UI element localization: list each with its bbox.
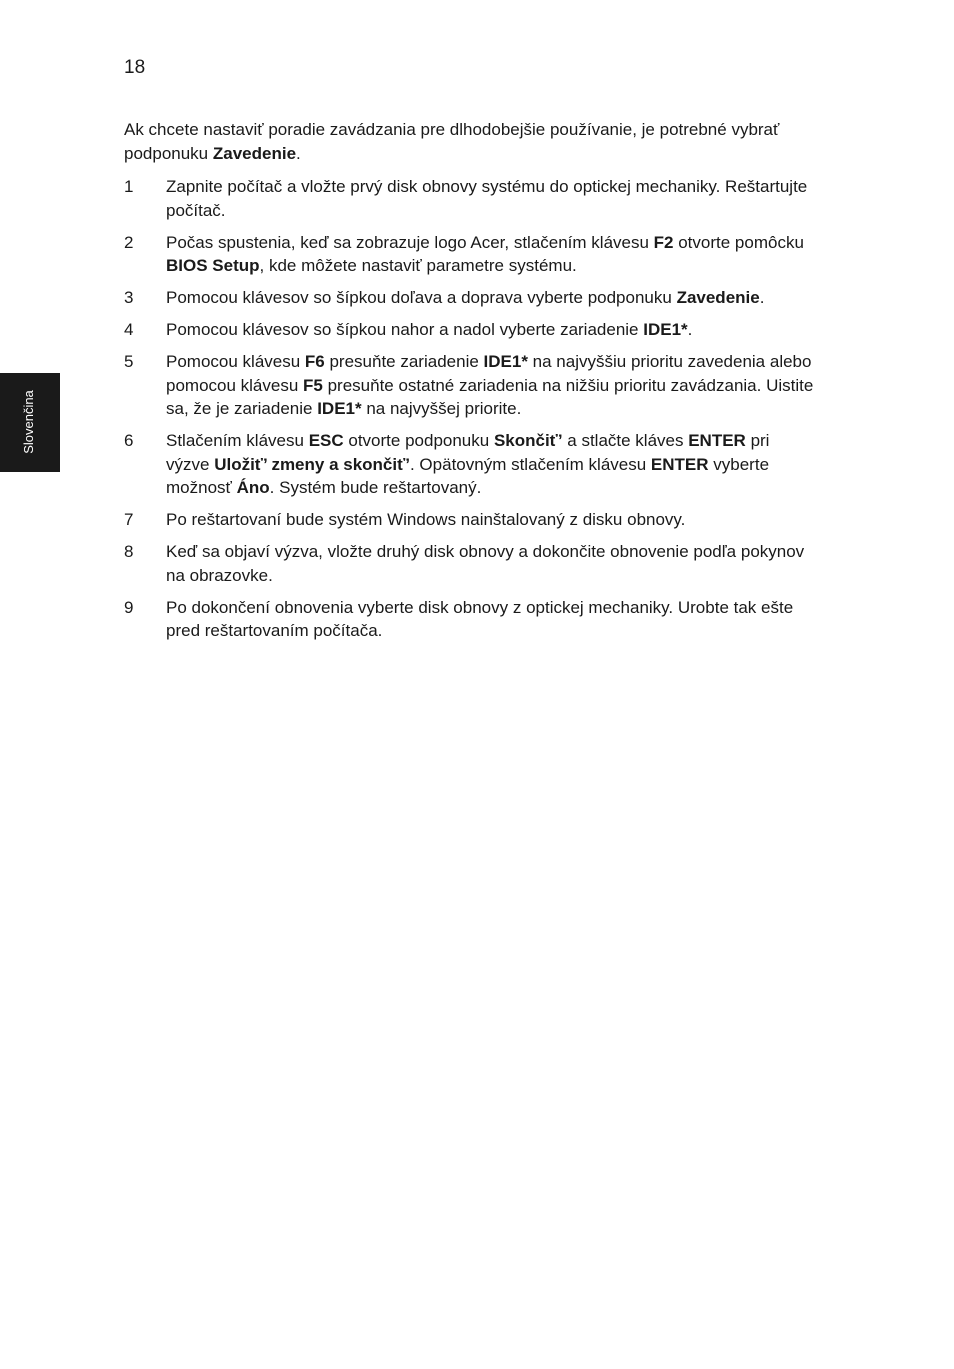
intro-text: Ak chcete nastaviť poradie zavádzania pre dlhodobejšie používanie, je potrebné vybrať podponuku [124,120,780,163]
step-1 [124,175,814,222]
step-4 [124,318,814,342]
step-text-part: a stlačte kláves [562,431,689,450]
key-name: ENTER [650,454,709,474]
step-number: 2 [124,232,134,252]
step-text-part: . [687,320,693,339]
step-text-part: otvorte podponuku [343,431,494,450]
step-text-part: na najvyššiu prioritu zavedenia alebo pomocou klávesu [166,352,812,395]
step-text-part: pri výzve [166,431,770,474]
key-name: ENTER [688,431,746,450]
step-text [166,350,814,421]
step-3 [124,286,814,310]
step-number: 4 [124,320,134,339]
step-text-part: Stlačením klávesu [166,431,309,450]
step-text-part: Keď sa objaví výzva, vložte druhý disk obnovy a dokončite obnovenie podľa pokynov na obrazovke. [166,542,805,585]
step-text-part: Po dokončení obnovenia vyberte disk obnovy z optickej mechaniky. Urobte tak ešte pred reštartovaním počítača. [166,597,794,640]
key-name: F6 [304,352,325,371]
step-number: 1 [124,177,134,196]
step-text-part: Pomocou klávesov so šípkou nahor a nadol vyberte zariadenie [166,320,644,339]
step-number: 9 [124,597,134,617]
menu-name: Skončiť’ [493,431,563,450]
device-name: IDE1* [317,399,362,418]
step-text-part: otvorte pomôcku [673,232,804,252]
step-text [166,540,814,587]
step-text [166,318,814,342]
step-text-part: presuňte ostatné zariadenia na nižšiu prioritu zavádzania. Uistite sa, že je zariadenie [166,375,814,418]
language-side-tab-label: Slovenčina [21,390,36,454]
step-text [166,231,814,278]
step-number: 8 [124,542,134,561]
step-text-part: . [759,288,765,307]
step-text [166,286,814,310]
step-text-part: Počas spustenia, keď sa zobrazuje logo Acer, stlačením klávesu [166,232,654,252]
step-text [166,596,814,643]
key-name: F5 [303,375,323,395]
step-text-part: na najvyššej priorite. [361,399,522,418]
step-text-part: presuňte zariadenie [324,352,484,371]
step-text-part: . Systém bude reštartovaný. [269,478,482,497]
step-text [166,175,814,222]
step-text-part: . Opätovným stlačením klávesu [409,454,651,474]
option-name: Áno [236,478,270,497]
intro-text-end: . [296,143,301,163]
step-text [166,429,814,500]
prompt-name: Uložiť’ zmeny a skončiť’ [214,454,410,474]
step-number: 6 [124,431,134,450]
device-name: IDE1* [483,352,528,371]
step-8 [124,540,814,587]
intro-bold-zavedenie: Zavedenie [212,143,297,163]
step-9 [124,596,814,643]
step-text-part: Pomocou klávesu [166,352,305,371]
key-name: F2 [653,232,674,252]
step-6 [124,429,814,500]
step-5 [124,350,814,421]
intro-paragraph [124,118,814,165]
page-number: 18 [124,57,146,78]
device-name: IDE1* [643,320,688,339]
step-text-part: , kde môžete nastaviť parametre systému. [259,256,577,275]
steps-list [124,175,814,651]
step-2 [124,231,814,278]
key-name: ESC [308,431,344,450]
step-7 [124,508,814,532]
step-text-part: Po reštartovaní bude systém Windows nainštalovaný z disku obnovy. [166,510,686,529]
menu-name: Zavedenie [676,288,760,307]
step-number: 5 [124,352,134,371]
step-text-part: Zapnite počítač a vložte prvý disk obnovy systému do optickej mechaniky. Reštartujte počítač. [166,177,808,220]
step-text [166,508,814,532]
step-text-part: Pomocou klávesov so šípkou doľava a doprava vyberte podponuku [166,288,677,307]
step-text-part: vyberte možnosť [166,454,770,497]
utility-name: BIOS Setup [166,256,260,275]
step-number: 3 [124,288,134,307]
step-number: 7 [124,510,134,529]
